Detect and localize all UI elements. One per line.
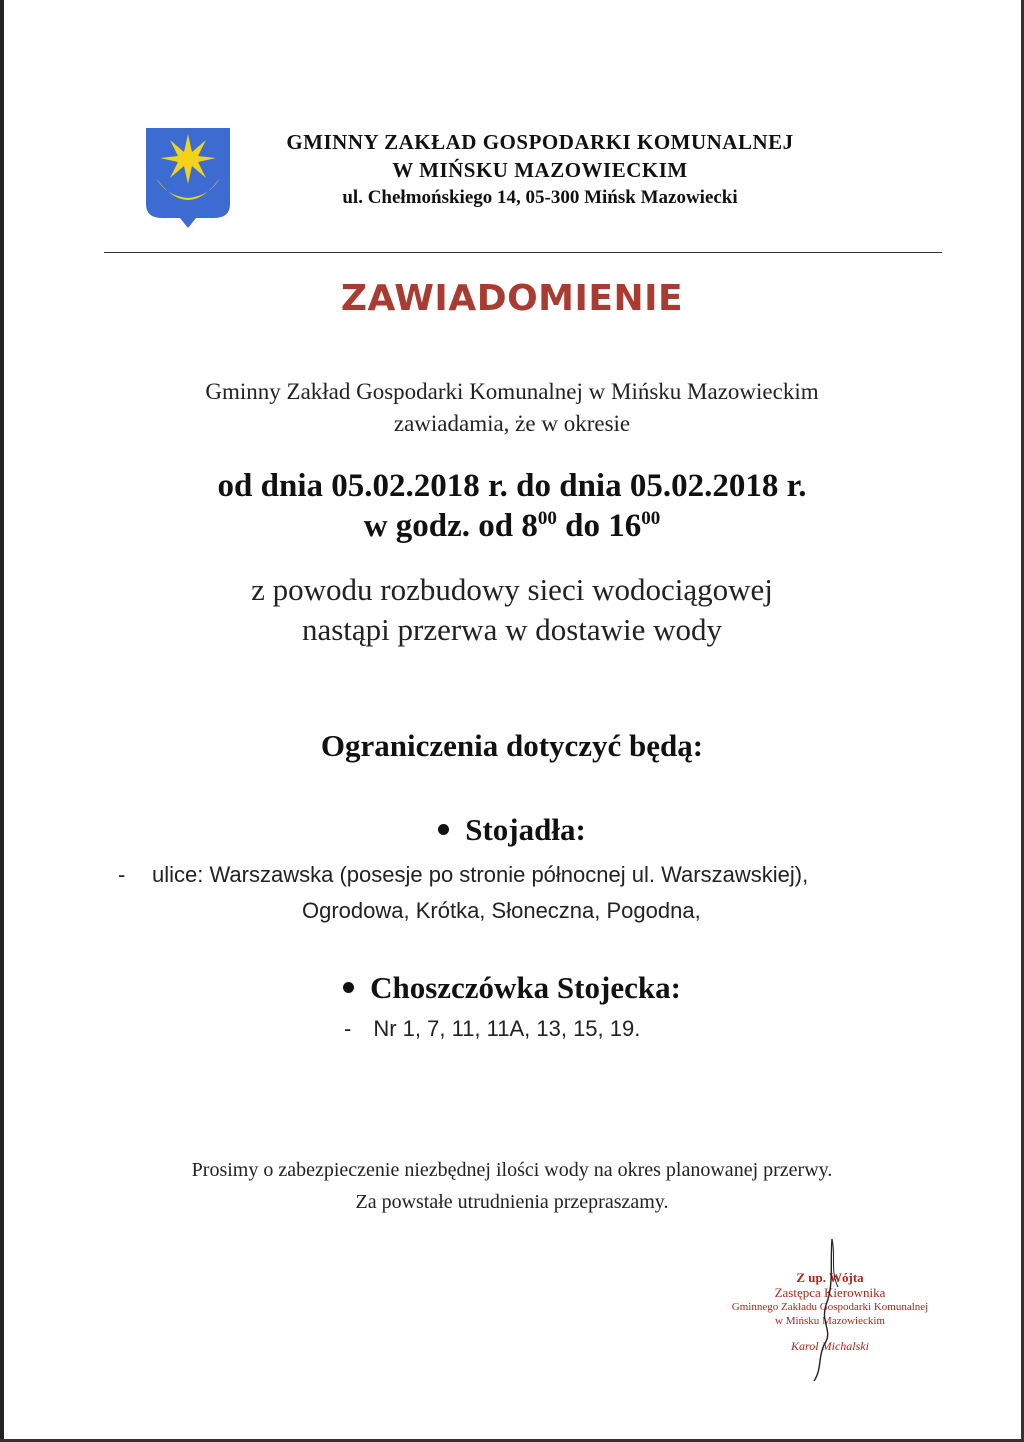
date-range: od dnia 05.02.2018 r. do dnia 05.02.2018 r. bbox=[217, 468, 807, 504]
handwritten-signature bbox=[800, 1235, 860, 1385]
hours-to-minutes: 00 bbox=[641, 508, 661, 529]
restrictions-heading: Ograniczenia dotyczyć będą: bbox=[320, 728, 704, 763]
streets-line2: Ogrodowa, Krótka, Słoneczna, Pogodna, bbox=[302, 898, 701, 923]
dash-marker: - bbox=[344, 1016, 352, 1041]
org-name-line1: GMINNY ZAKŁAD GOSPODARKI KOMUNALNEJ bbox=[286, 130, 794, 154]
closing-line1: Prosimy o zabezpieczenie niezbędnej ilości wody na okres planowanej przerwy. bbox=[191, 1159, 833, 1181]
closing-text bbox=[0, 1154, 1024, 1218]
org-address: ul. Chełmońskiego 14, 05-300 Mińsk Mazowiecki bbox=[342, 187, 738, 208]
stamp-line1: Z up. Wójta bbox=[796, 1270, 864, 1285]
intro-line1: Gminny Zakład Gospodarki Komunalnej w Mińsku Mazowieckim bbox=[205, 379, 819, 404]
notice-title: ZAWIADOMIENIE bbox=[340, 278, 684, 319]
hours-mid: do 16 bbox=[556, 508, 642, 544]
closing-line2: Za powstałe utrudnienia przepraszamy. bbox=[355, 1191, 669, 1213]
header-divider bbox=[104, 252, 942, 253]
outage-dates bbox=[0, 466, 1024, 546]
hours-prefix: w godz. od 8 bbox=[363, 508, 538, 544]
organization-header bbox=[240, 128, 840, 212]
hours-from-minutes: 00 bbox=[537, 508, 557, 529]
scan-edge-left bbox=[0, 0, 4, 1442]
dash-marker: - bbox=[118, 862, 126, 887]
intro-text bbox=[0, 376, 1024, 440]
stamp-line3: Gminnego Zakładu Gospodarki Komunalnej bbox=[731, 1301, 929, 1313]
location-name: Choszczówka Stojecka: bbox=[370, 970, 681, 1005]
outage-reason bbox=[0, 570, 1024, 650]
location-name: Stojadła: bbox=[465, 812, 586, 847]
stamp-line2: Zastępca Kierownika bbox=[774, 1285, 886, 1300]
bullet-icon bbox=[438, 824, 449, 835]
reason-line2: nastąpi przerwa w dostawie wody bbox=[301, 612, 723, 647]
streets-line1: ulice: Warszawska (posesje po stronie północnej ul. Warszawskiej), bbox=[152, 862, 809, 887]
stamp-line4: w Mińsku Mazowieckim bbox=[775, 1315, 885, 1327]
location-numbers-choszczowka bbox=[344, 1012, 640, 1046]
bullet-icon bbox=[343, 982, 354, 993]
house-numbers: Nr 1, 7, 11, 11A, 13, 15, 19. bbox=[373, 1016, 641, 1041]
reason-line1: z powodu rozbudowy sieci wodociągowej bbox=[251, 572, 773, 607]
hours-range bbox=[0, 506, 1024, 546]
location-heading-stojadla bbox=[0, 812, 1024, 848]
stamp-signatory: Karol Michalski bbox=[791, 1339, 869, 1353]
coat-of-arms-icon bbox=[144, 126, 232, 230]
location-heading-choszczowka bbox=[0, 970, 1024, 1006]
org-name-line2: W MIŃSKU MAZOWIECKIM bbox=[392, 158, 688, 182]
intro-line2: zawiadamia, że w okresie bbox=[393, 411, 631, 436]
